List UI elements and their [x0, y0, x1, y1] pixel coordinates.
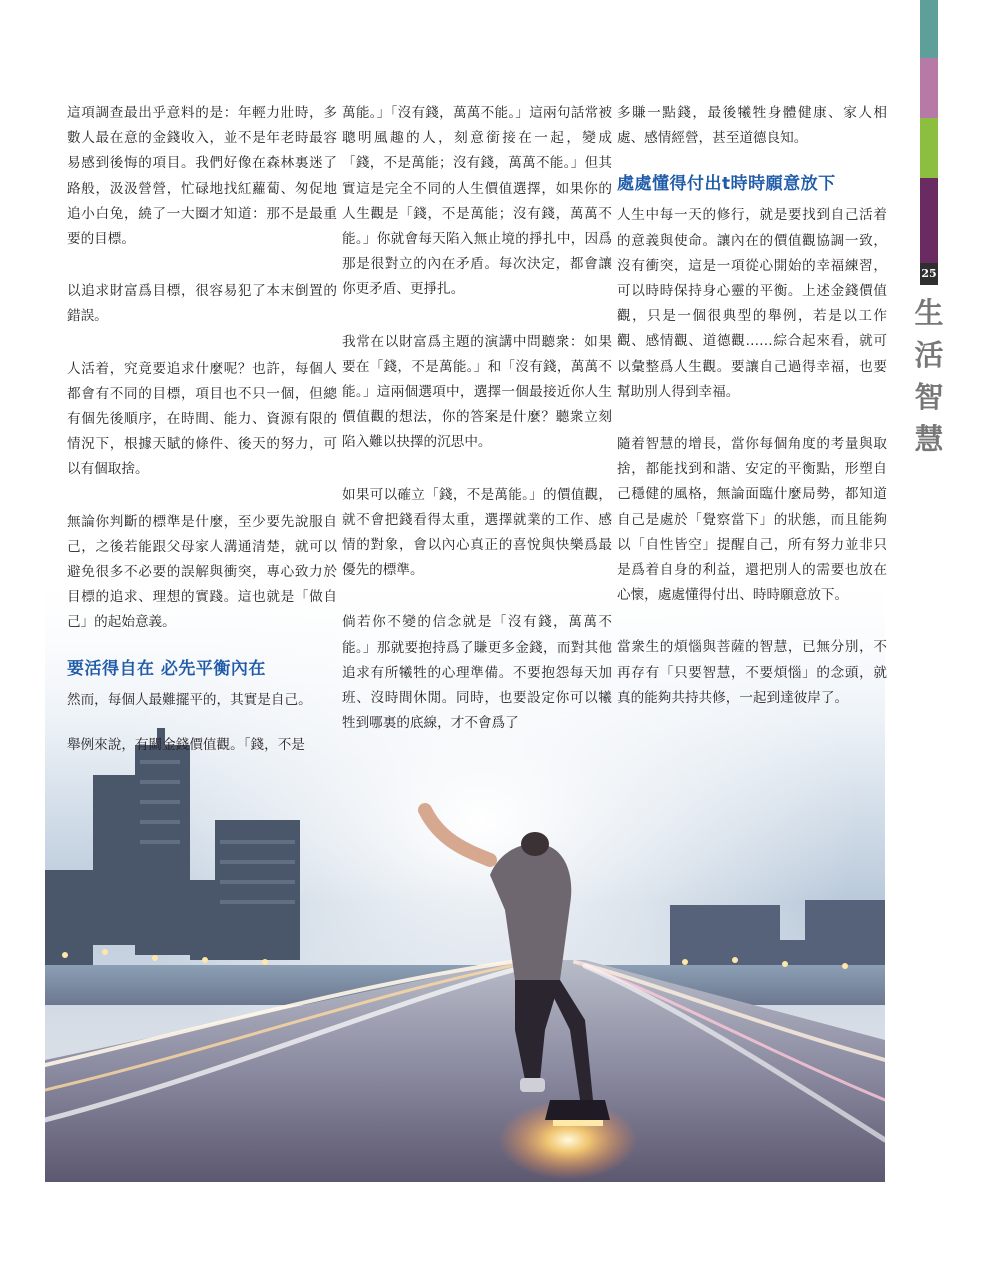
- paragraph: 當衆生的煩惱與菩薩的智慧，已無分別，不再存有「只要智慧，不要煩惱」的念頭，就真的能夠共持共修，一起到達彼岸了。: [617, 639, 887, 706]
- paragraph: 舉例來說，有關金錢價值觀。「錢，不是: [67, 736, 305, 753]
- paragraph: 這項調查最出乎意料的是：年輕力壯時，多數人最在意的金錢收入，並不是年老時最容易感到後悔的項目。我們好像在森林裏迷了路般，汲汲營營，忙碌地找紅蘿蔔、匆促地追小白兔，繞了一大圈才知道：那不是最重要的目標。: [67, 105, 337, 248]
- paragraph: 以追求財富爲目標，很容易犯了本末倒置的錯誤。: [67, 283, 337, 325]
- color-tab-pink: [920, 58, 938, 118]
- color-tab-purple: [920, 178, 938, 263]
- paragraph: 人活着，究竟要追求什麼呢？也許，每個人都會有不同的目標，項目也不只一個，但總有個先後順序，在時間、能力、資源有限的情況下，根據天賦的條件、後天的努力，可以有個取捨。: [67, 360, 337, 478]
- section-heading: 處處懂得付出t時時願意放下: [617, 174, 836, 195]
- paragraph: 我常在以財富爲主題的演講中問聽衆：如果要在「錢，不是萬能。」和「沒有錢，萬萬不能。」這兩個選項中，選擇一個最接近你人生價值觀的想法，你的答案是什麼？聽衆立刻陷入難以抉擇的沉思中。: [342, 333, 612, 451]
- page-number: 25: [920, 263, 938, 285]
- section-title-char: 生: [914, 296, 944, 330]
- paragraph: 隨着智慧的增長，當你每個角度的考量與取捨，都能找到和諧、安定的平衡點，形塑自己穩健的風格，無論面臨什麼局勢，都知道自己是處於「覺察當下」的狀態，而且能夠以「自性皆空」提醒自己，所有努力並非只是爲着自身的利益，還把別人的需要也放在心懷，處處懂得付出、時時願意放下。: [617, 436, 887, 604]
- text-column-1: [67, 101, 337, 785]
- paragraph: 人生中每一天的修行，就是要找到自己活着的意義與使命。讓內在的價值觀協調一致，沒有衝突，這是一項從心開始的幸福練習，可以時時保持身心靈的平衡。上述金錢價值觀，只是一個很典型的舉例，若是以工作觀、感情觀、道德觀……綜合起來看，就可以彙整爲人生觀。要讓自己過得幸福，也要幫助別人得到幸福。: [617, 207, 887, 400]
- text-column-3: [617, 101, 887, 738]
- section-title: [914, 292, 944, 460]
- paragraph: 無論你判斷的標準是什麼，至少要先說服自己，之後若能跟父母家人溝通清楚，就可以避免很多不必要的誤解與衝突，專心致力於目標的追求、理想的實踐。這也就是「做自己」的起始意義。: [67, 513, 337, 631]
- paragraph: 然而，每個人最難擺平的，其實是自己。: [67, 691, 312, 708]
- color-tab-green: [920, 118, 938, 178]
- section-title-char: 智: [914, 380, 944, 414]
- text-column-2: [342, 101, 612, 763]
- section-title-char: 活: [914, 338, 944, 372]
- paragraph: 倘若你不變的信念就是「沒有錢，萬萬不能。」那就要抱持爲了賺更多金錢，而對其他追求有所犧牲的心理準備。不要抱怨每天加班、沒時間休閒。同時，也要設定你可以犧牲到哪裏的底線，才不會爲了: [342, 614, 612, 732]
- section-title-char: 慧: [914, 422, 944, 456]
- section-heading: 要活得自在 必先平衡內在: [67, 658, 266, 679]
- color-tab-teal: [920, 0, 938, 58]
- paragraph: 多賺一點錢，最後犧牲身體健康、家人相處、感情經營，甚至道德良知。: [617, 105, 887, 147]
- paragraph: 如果可以確立「錢，不是萬能。」的價值觀，就不會把錢看得太重，選擇就業的工作、感情的對象，會以內心真正的喜悅與快樂爲最優先的標準。: [342, 486, 612, 579]
- paragraph: 萬能。」「沒有錢，萬萬不能。」這兩句話常被聰明風趣的人，刻意銜接在一起，變成「錢，不是萬能；沒有錢，萬萬不能。」但其實這是完全不同的人生價值選擇，如果你的人生觀是「錢，不是萬能；沒有錢，萬萬不能。」你就會每天陷入無止境的掙扎中，因爲那是很對立的內在矛盾。每次決定，都會讓你更矛盾、更掙扎。: [342, 105, 612, 298]
